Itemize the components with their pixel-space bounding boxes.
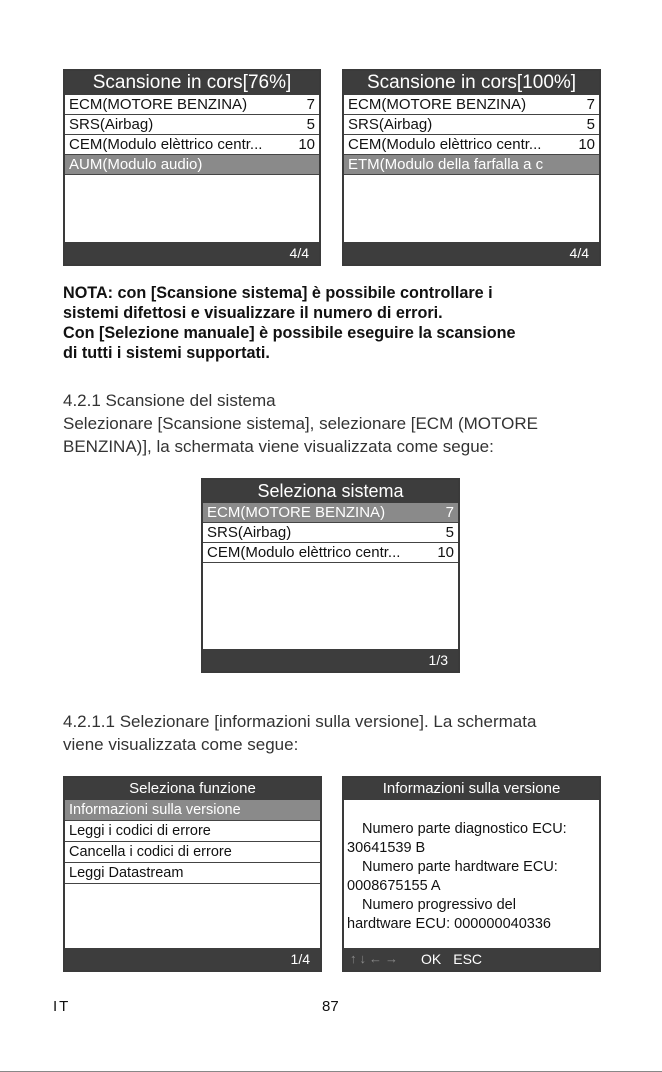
list-item[interactable]: CEM(Modulo elèttrico centr... 10 (65, 135, 319, 155)
list-item[interactable]: SRS(Airbag) 5 (203, 523, 458, 543)
language-code: IT (53, 998, 71, 1015)
screen-title: Seleziona funzione (65, 778, 320, 800)
list-item[interactable]: ECM(MOTORE BENZINA) 7 (65, 95, 319, 115)
version-info-text: Numero parte diagnostico ECU: 30641539 B Numero parte hardtware ECU: 0008675155 A Numero progressivo del hardtware ECU: 000000040336 (347, 821, 567, 932)
menu-item-clear-codes[interactable]: Cancella i codici di errore (65, 842, 320, 863)
screen-title: Scansione in cors[76%] (65, 71, 319, 95)
list-item-selected[interactable]: AUM(Modulo audio) (65, 155, 319, 175)
esc-button[interactable]: ESC (453, 951, 483, 967)
section-heading: 4.2.1 Scansione del sistema (63, 391, 276, 410)
list-item-selected[interactable]: ECM(MOTORE BENZINA) 7 (203, 503, 458, 523)
select-system-screen (201, 478, 460, 673)
page-indicator: 1/4 (65, 948, 320, 970)
list-item[interactable]: CEM(Modulo elèttrico centr... 10 (344, 135, 599, 155)
list-item[interactable]: SRS(Airbag) 5 (344, 115, 599, 135)
ok-button[interactable]: OK (421, 951, 442, 967)
arrow-keys-icon: ↑↓←→ (350, 951, 401, 966)
select-function-screen (63, 776, 322, 972)
screen-title: Seleziona sistema (203, 480, 458, 503)
scan-screen-100 (342, 69, 601, 266)
list-item[interactable]: SRS(Airbag) 5 (65, 115, 319, 135)
page-indicator: 4/4 (65, 242, 319, 264)
screen-footer (344, 948, 599, 970)
page-indicator: 1/3 (203, 649, 458, 671)
version-info-screen (342, 776, 601, 972)
scan-screen-76 (63, 69, 321, 266)
section-informazioni-versione: 4.2.1.1 Selezionare [informazioni sulla versione]. La schermata viene visualizzata come segue: (63, 712, 537, 754)
page-number: 87 (322, 998, 339, 1015)
menu-item-datastream[interactable]: Leggi Datastream (65, 863, 320, 884)
list-item[interactable]: ECM(MOTORE BENZINA) 7 (344, 95, 599, 115)
list-item-selected[interactable]: ETM(Modulo della farfalla a c (344, 155, 599, 175)
menu-item-read-codes[interactable]: Leggi i codici di errore (65, 821, 320, 842)
screen-title: Scansione in cors[100%] (344, 71, 599, 95)
page-indicator: 4/4 (344, 242, 599, 264)
menu-item-version-info[interactable]: Informazioni sulla versione (65, 800, 320, 821)
screen-title: Informazioni sulla versione (344, 778, 599, 800)
list-item[interactable]: CEM(Modulo elèttrico centr... 10 (203, 543, 458, 563)
section-scansione-sistema: 4.2.1 Scansione del sistema Selezionare [Scansione sistema], selezionare [ECM (MOTORE BENZINA)], la schermata viene visualizzata come segue: (63, 391, 538, 456)
note-block: NOTA: con [Scansione sistema] è possibile controllare i sistemi difettosi e visualizzare il numero di errori. Con [Selezione manuale] è possibile eseguire la scansione di tutti i sistemi supportati. (63, 284, 516, 362)
